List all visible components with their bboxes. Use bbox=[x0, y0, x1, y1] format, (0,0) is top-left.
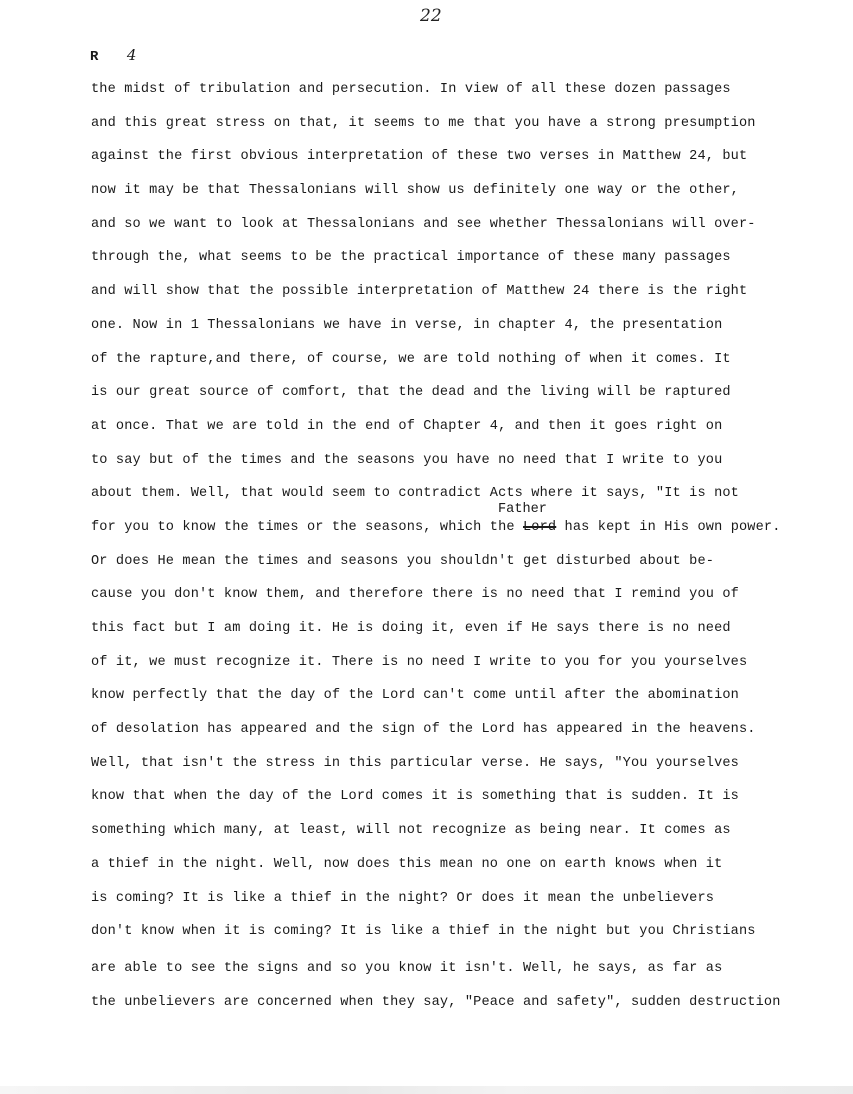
interlinear-correction: Father bbox=[498, 502, 547, 517]
typed-transcript-body bbox=[91, 78, 811, 1025]
text-line-20: of desolation has appeared and the sign of the Lord has appeared in the heavens. bbox=[91, 722, 756, 738]
text-line-21: Well, that isn't the stress in this particular verse. He says, "You yourselves bbox=[91, 755, 739, 771]
section-code: R bbox=[90, 49, 99, 65]
text-line-11: at once. That we are told in the end of Chapter 4, and then it goes right on bbox=[91, 418, 723, 434]
text-line-3: against the first obvious interpretation of these two verses in Matthew 24, but bbox=[91, 149, 748, 165]
text-line-9: of the rapture,and there, of course, we are told nothing of when it comes. It bbox=[91, 351, 731, 367]
text-line-14-before: for you to know the times or the seasons, which the bbox=[91, 519, 523, 535]
text-line-17: this fact but I am doing it. He is doing it, even if He says there is no need bbox=[91, 621, 731, 636]
section-header bbox=[90, 46, 137, 65]
text-line-12: to say but of the times and the seasons you have no need that I write to you bbox=[91, 452, 723, 468]
text-line-2: and this great stress on that, it seems to me that you have a strong presumption bbox=[91, 115, 756, 131]
text-line-1: the midst of tribulation and persecution. In view of all these dozen passages bbox=[91, 82, 731, 97]
text-line-7: and will show that the possible interpretation of Matthew 24 there is the right bbox=[91, 284, 748, 300]
struck-word: Lord bbox=[523, 519, 557, 535]
text-line-26: don't know when it is coming? It is like a thief in the night but you Christians bbox=[91, 924, 756, 940]
text-line-18: of it, we must recognize it. There is no need I write to you for you yourselves bbox=[91, 654, 748, 670]
text-line-14-after: has kept in His own power. bbox=[556, 519, 781, 535]
scan-edge bbox=[0, 1086, 853, 1094]
text-line-15: Or does He mean the times and seasons you shouldn't get disturbed about be- bbox=[91, 553, 715, 569]
text-line-13: about them. Well, that would seem to contradict Acts where it says, "It is not bbox=[91, 486, 739, 502]
text-line-6: through the, what seems to be the practical importance of these many passages bbox=[91, 250, 731, 266]
section-number: 4 bbox=[126, 46, 137, 64]
text-line-25: is coming? It is like a thief in the night? Or does it mean the unbelievers bbox=[91, 890, 715, 906]
text-line-28: the unbelievers are concerned when they say, "Peace and safety", sudden destruction bbox=[91, 994, 781, 1010]
text-line-23: something which many, at least, will not recognize as being near. It comes as bbox=[91, 823, 731, 839]
text-line-4: now it may be that Thessalonians will show us definitely one way or the other, bbox=[91, 183, 739, 199]
page-number: 22 bbox=[420, 6, 442, 26]
text-line-24: a thief in the night. Well, now does this mean no one on earth knows when it bbox=[91, 856, 723, 872]
text-line-27: are able to see the signs and so you know it isn't. Well, he says, as far as bbox=[91, 961, 723, 977]
text-line-8: one. Now in 1 Thessalonians we have in verse, in chapter 4, the presentation bbox=[91, 317, 723, 333]
text-line-5: and so we want to look at Thessalonians and see whether Thessalonians will over- bbox=[91, 216, 756, 232]
text-line-14 bbox=[91, 516, 811, 550]
text-line-19: know perfectly that the day of the Lord can't come until after the abomination bbox=[91, 688, 739, 704]
text-line-10: is our great source of comfort, that the dead and the living will be raptured bbox=[91, 385, 731, 401]
text-line-16: cause you don't know them, and therefore there is no need that I remind you of bbox=[91, 587, 739, 603]
text-line-22: know that when the day of the Lord comes it is something that is sudden. It is bbox=[91, 789, 739, 805]
